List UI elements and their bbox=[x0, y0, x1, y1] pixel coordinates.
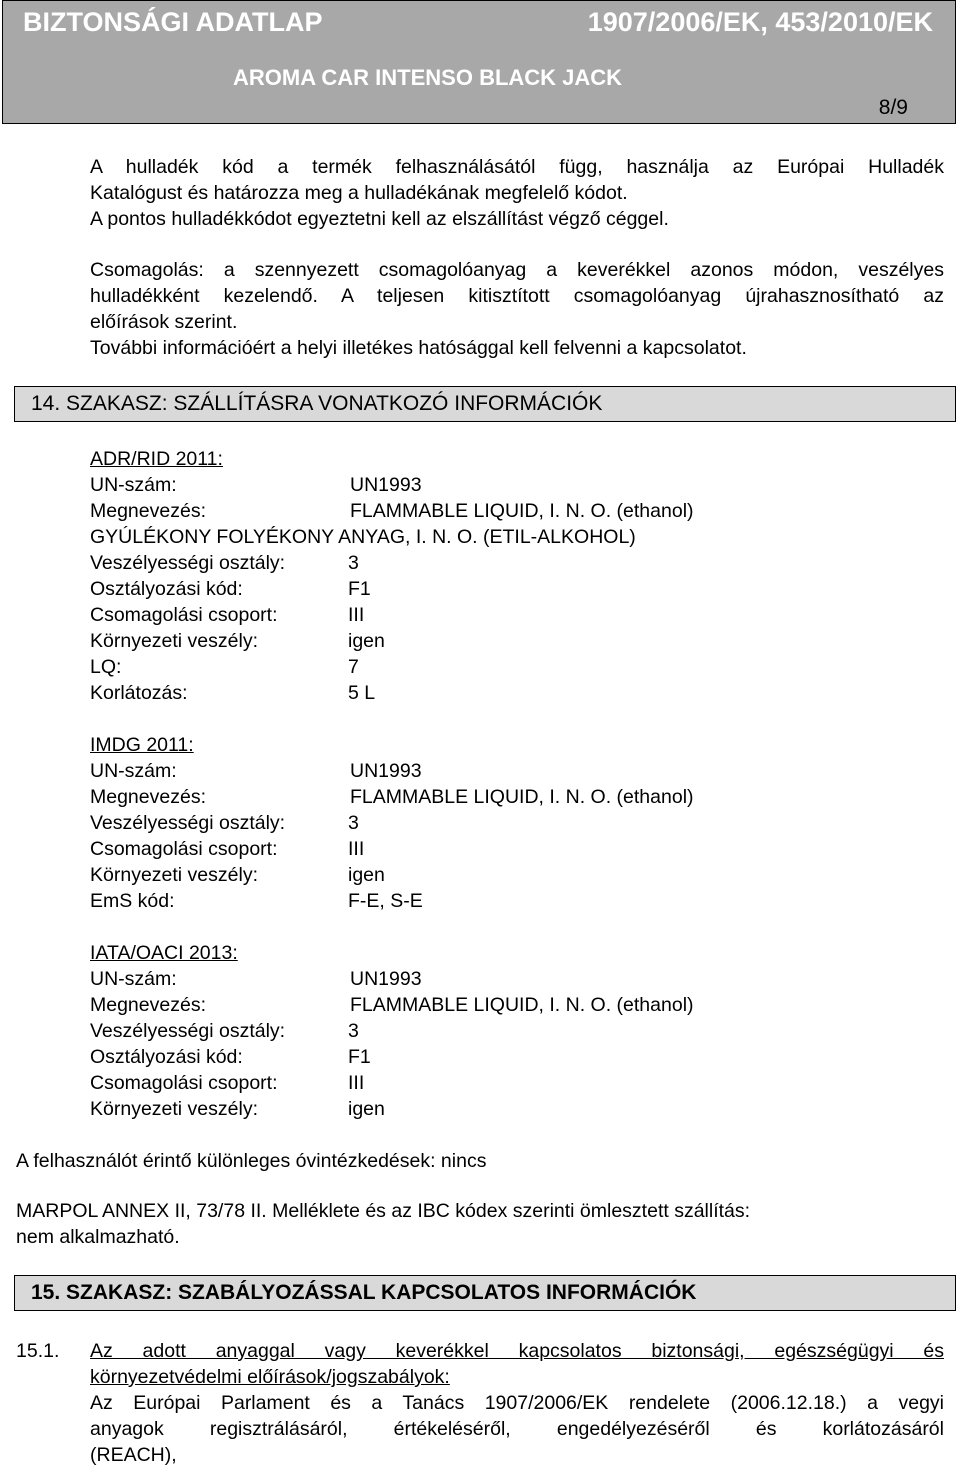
adr-packing-value: III bbox=[348, 604, 365, 626]
adr-lq-label: LQ: bbox=[90, 656, 122, 678]
adr-name-value: FLAMMABLE LIQUID, I. N. O. (ethanol) bbox=[350, 500, 694, 522]
adr-name-hungarian: GYÚLÉKONY FOLYÉKONY ANYAG, I. N. O. (ETIL-ALKOHOL) bbox=[90, 526, 636, 548]
section-15-header bbox=[14, 1275, 956, 1311]
imdg-class-label: Veszélyességi osztály: bbox=[90, 812, 286, 834]
page-number: 8/9 bbox=[878, 96, 908, 119]
item-text-line: Az Európai Parlament és a Tanács 1907/2006/EK rendelete (2006.12.18.) a vegyi bbox=[90, 1392, 944, 1414]
iata-class-label: Veszélyességi osztály: bbox=[90, 1020, 286, 1042]
imdg-name-label: Megnevezés: bbox=[90, 786, 206, 808]
further-info-text: További információért a helyi illetékes hatósággal kell felvenni a kapcsolatot. bbox=[90, 337, 747, 359]
adr-env-label: Környezeti veszély: bbox=[90, 630, 258, 652]
waste-text-line: Katalógust és határozza meg a hulladékának megfelelő kódot. bbox=[90, 182, 628, 204]
packaging-text-line: hulladékként kezelendő. A teljesen kitisztított csomagolóanyag újrahasznosítható az bbox=[90, 285, 944, 307]
adr-un-value: UN1993 bbox=[350, 474, 422, 496]
adr-class-label: Veszélyességi osztály: bbox=[90, 552, 286, 574]
document-header bbox=[2, 0, 956, 124]
adr-code-label: Osztályozási kód: bbox=[90, 578, 243, 600]
section-14-header bbox=[14, 386, 956, 422]
imdg-packing-value: III bbox=[348, 838, 365, 860]
adr-name-label: Megnevezés: bbox=[90, 500, 206, 522]
item-text-line: anyagok regisztrálásáról, értékeléséről, engedélyezéséről és korlátozásáról bbox=[90, 1418, 944, 1440]
item-text-line: (REACH), bbox=[90, 1444, 177, 1466]
imdg-ems-value: F-E, S-E bbox=[348, 890, 423, 912]
iata-name-label: Megnevezés: bbox=[90, 994, 206, 1016]
marpol-text-line: nem alkalmazható. bbox=[16, 1226, 180, 1248]
iata-env-value: igen bbox=[348, 1098, 385, 1120]
adr-lq-value: 7 bbox=[348, 656, 359, 678]
imdg-un-label: UN-szám: bbox=[90, 760, 177, 782]
document-title: BIZTONSÁGI ADATLAP bbox=[23, 7, 323, 37]
iata-code-label: Osztályozási kód: bbox=[90, 1046, 243, 1068]
item-heading-line: Az adott anyaggal vagy keverékkel kapcsolatos biztonsági, egészségügyi és bbox=[90, 1340, 944, 1362]
imdg-env-value: igen bbox=[348, 864, 385, 886]
adr-packing-label: Csomagolási csoport: bbox=[90, 604, 278, 626]
iata-name-value: FLAMMABLE LIQUID, I. N. O. (ethanol) bbox=[350, 994, 694, 1016]
imdg-class-value: 3 bbox=[348, 812, 359, 834]
imdg-heading: IMDG 2011: bbox=[90, 734, 194, 756]
adr-env-value: igen bbox=[348, 630, 385, 652]
imdg-packing-label: Csomagolási csoport: bbox=[90, 838, 278, 860]
imdg-un-value: UN1993 bbox=[350, 760, 422, 782]
adr-class-value: 3 bbox=[348, 552, 359, 574]
adr-code-value: F1 bbox=[348, 578, 371, 600]
section-15-title: 15. SZAKASZ: SZABÁLYOZÁSSAL KAPCSOLATOS INFORMÁCIÓK bbox=[31, 1281, 697, 1304]
product-name: AROMA CAR INTENSO BLACK JACK bbox=[233, 65, 623, 90]
waste-text-line: A hulladék kód a termék felhasználásától függ, használja az Európai Hulladék bbox=[90, 156, 944, 178]
adr-heading: ADR/RID 2011: bbox=[90, 448, 223, 470]
iata-packing-value: III bbox=[348, 1072, 365, 1094]
iata-code-value: F1 bbox=[348, 1046, 371, 1068]
item-heading-line: környezetvédelmi előírások/jogszabályok: bbox=[90, 1366, 450, 1388]
iata-env-label: Környezeti veszély: bbox=[90, 1098, 258, 1120]
regulation-reference: 1907/2006/EK, 453/2010/EK bbox=[587, 7, 933, 37]
imdg-name-value: FLAMMABLE LIQUID, I. N. O. (ethanol) bbox=[350, 786, 694, 808]
iata-class-value: 3 bbox=[348, 1020, 359, 1042]
imdg-env-label: Környezeti veszély: bbox=[90, 864, 258, 886]
marpol-text-line: MARPOL ANNEX II, 73/78 II. Melléklete és az IBC kódex szerinti ömlesztett szállítás: bbox=[16, 1200, 751, 1222]
adr-limit-value: 5 L bbox=[348, 682, 376, 704]
special-precautions-text: A felhasználót érintő különleges óvintézkedések: nincs bbox=[16, 1150, 487, 1172]
iata-packing-label: Csomagolási csoport: bbox=[90, 1072, 278, 1094]
item-number: 15.1. bbox=[16, 1340, 60, 1362]
packaging-text-line: előírások szerint. bbox=[90, 311, 238, 333]
section-14-title: 14. SZAKASZ: SZÁLLÍTÁSRA VONATKOZÓ INFORMÁCIÓK bbox=[31, 392, 603, 415]
imdg-ems-label: EmS kód: bbox=[90, 890, 175, 912]
iata-un-value: UN1993 bbox=[350, 968, 422, 990]
packaging-text-line: Csomagolás: a szennyezett csomagolóanyag a keverékkel azonos módon, veszélyes bbox=[90, 259, 944, 281]
iata-heading: IATA/OACI 2013: bbox=[90, 942, 238, 964]
adr-un-label: UN-szám: bbox=[90, 474, 177, 496]
adr-limit-label: Korlátozás: bbox=[90, 682, 188, 704]
waste-text-line: A pontos hulladékkódot egyeztetni kell az elszállítást végző céggel. bbox=[90, 208, 669, 230]
iata-un-label: UN-szám: bbox=[90, 968, 177, 990]
